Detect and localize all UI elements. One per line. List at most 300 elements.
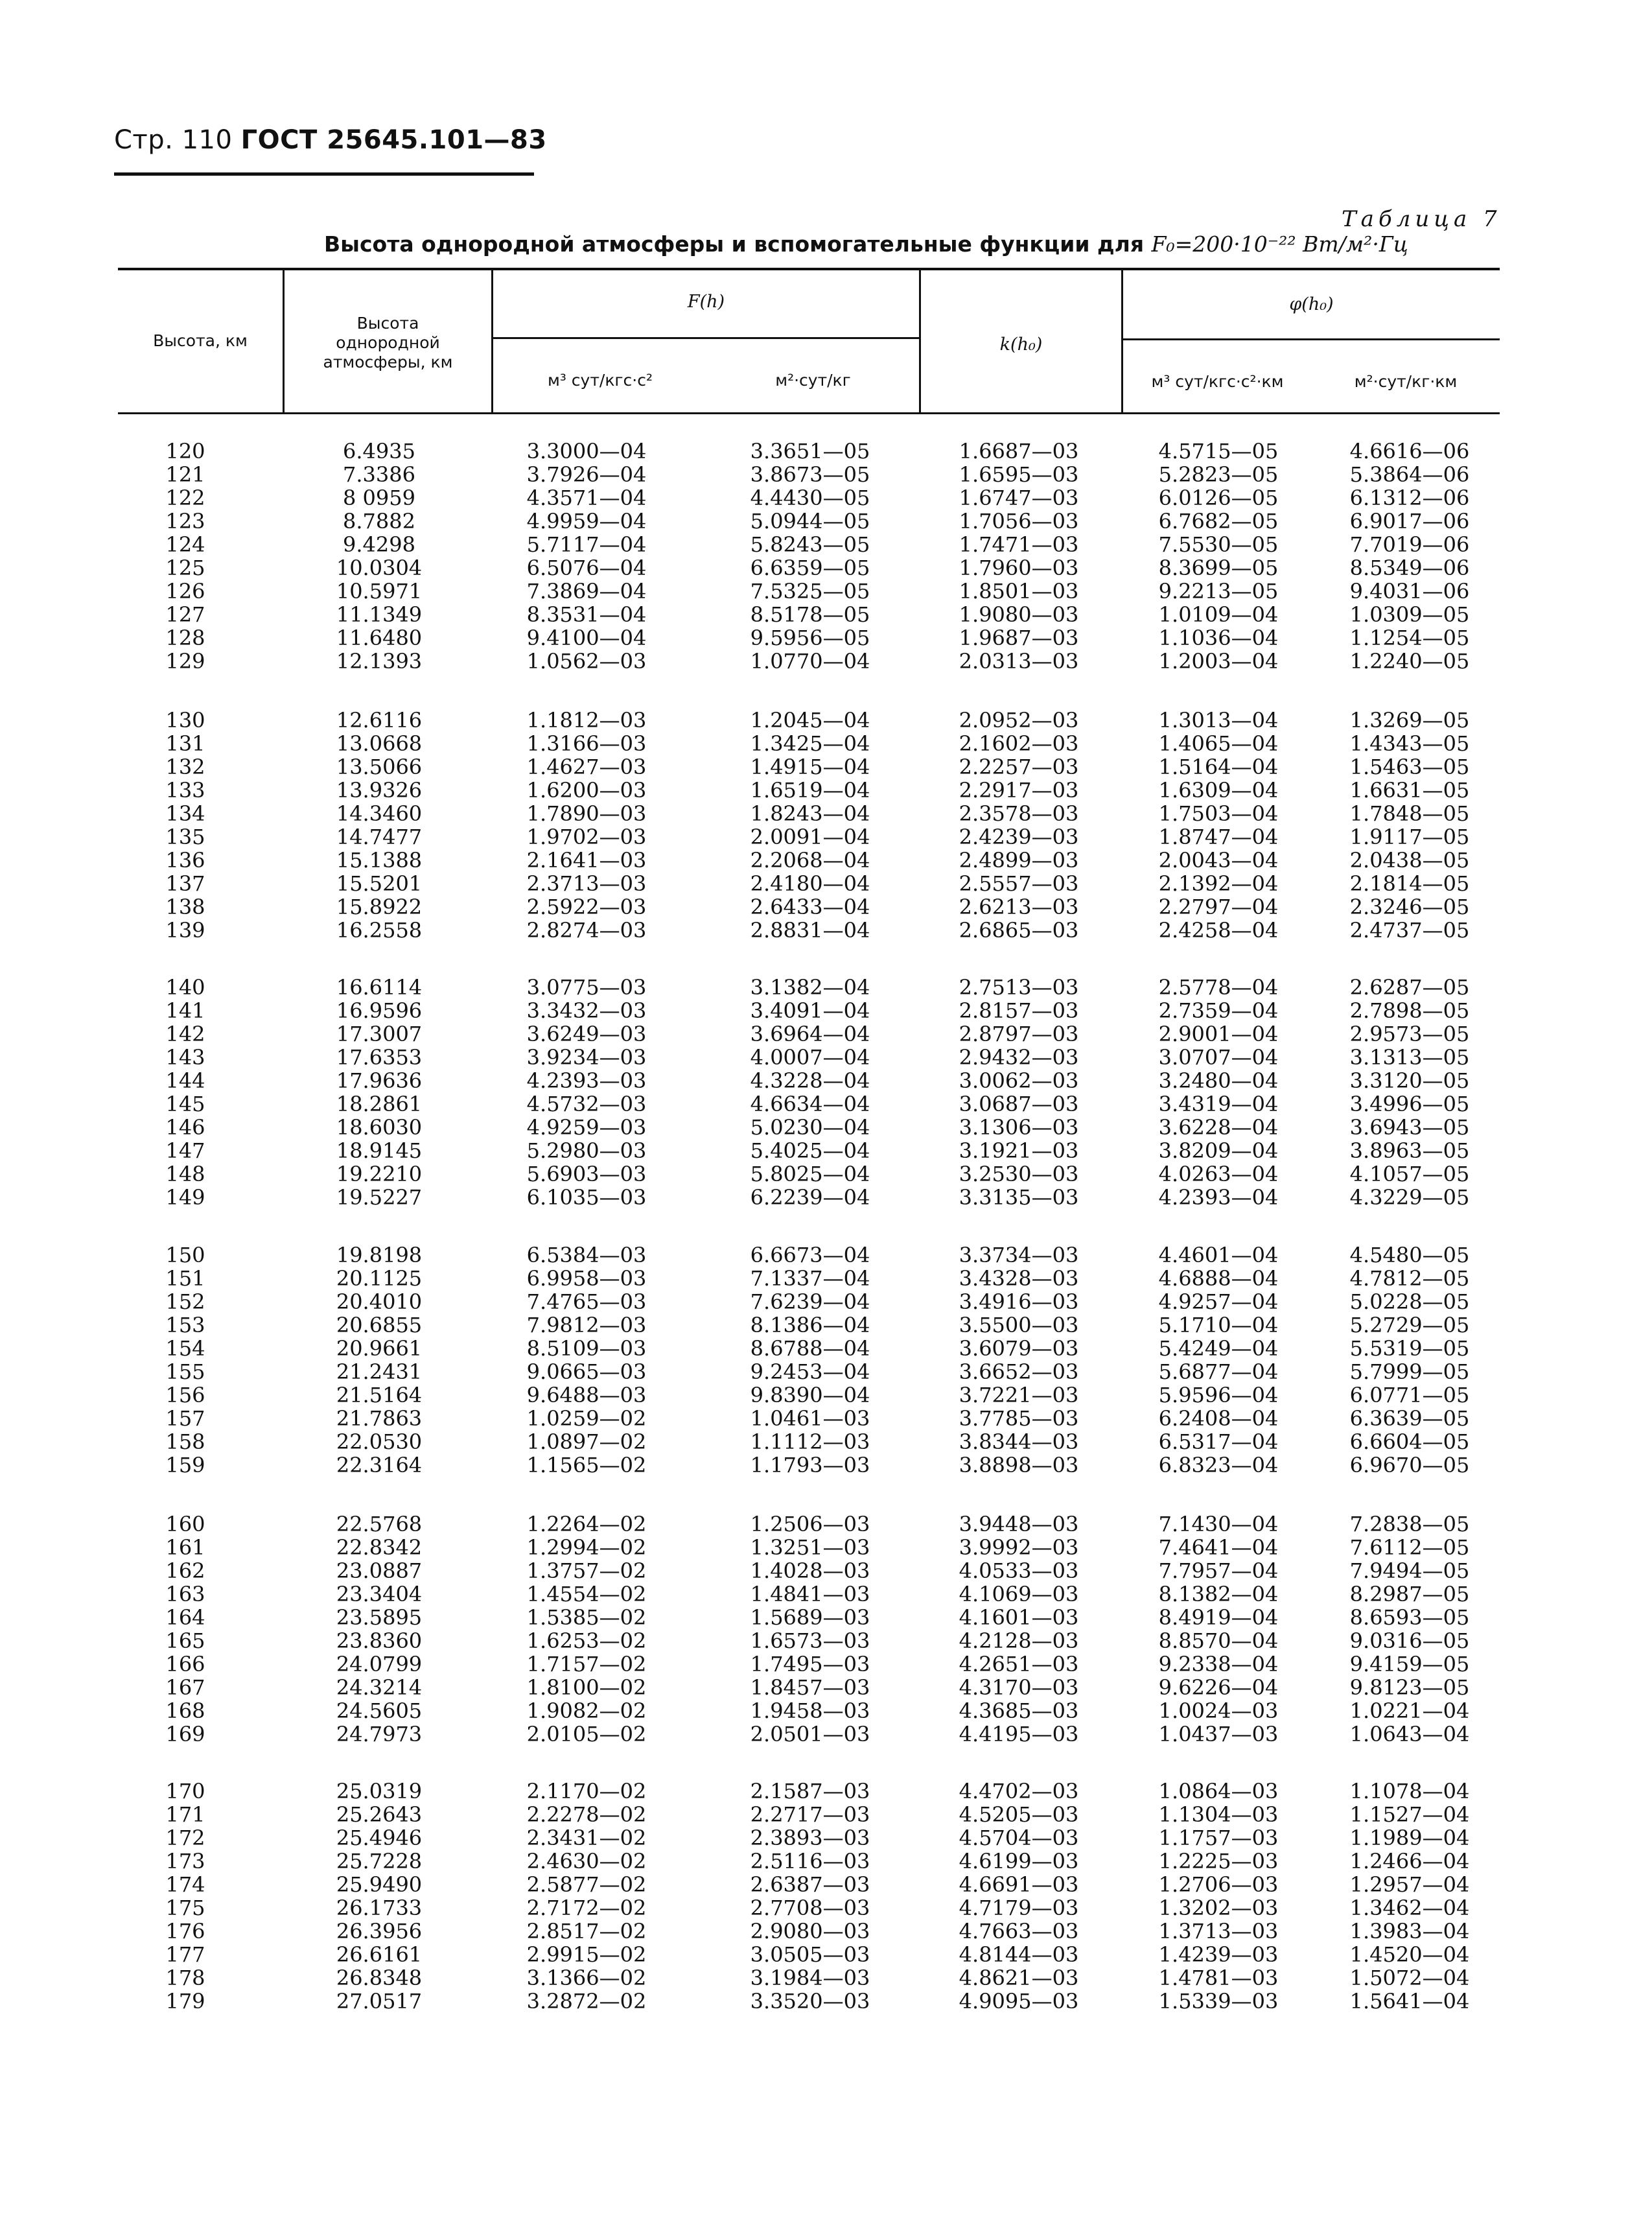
cell-k: 2.1602—03 [959, 731, 1079, 756]
col-header-phi-unit2: м²·сут/кг·км [1354, 372, 1458, 391]
cell-height: 179 [165, 1989, 205, 2014]
cell-height: 139 [165, 918, 205, 943]
cell-homogeneous: 25.7228 [336, 1849, 423, 1874]
cell-k: 3.3135—03 [959, 1185, 1079, 1210]
cell-F-unit1: 1.6200—03 [526, 778, 647, 803]
cell-phi-unit1: 2.9001—04 [1158, 1022, 1279, 1046]
cell-F-unit2: 2.0501—03 [750, 1722, 870, 1746]
cell-height: 163 [165, 1582, 205, 1606]
cell-phi-unit2: 9.8123—05 [1349, 1675, 1470, 1700]
col-header-homogeneous-1: Высота [356, 314, 419, 333]
cell-height: 177 [165, 1942, 205, 1967]
cell-F-unit2: 6.2239—04 [750, 1185, 870, 1210]
cell-F-unit1: 1.3757—02 [526, 1558, 647, 1583]
cell-phi-unit2: 3.6943—05 [1349, 1115, 1470, 1140]
cell-height: 149 [165, 1185, 205, 1210]
cell-phi-unit1: 6.5317—04 [1158, 1429, 1279, 1454]
cell-phi-unit1: 1.6309—04 [1158, 778, 1279, 803]
cell-height: 127 [165, 602, 205, 627]
cell-k: 4.6199—03 [959, 1849, 1079, 1874]
cell-F-unit2: 7.1337—04 [750, 1266, 870, 1291]
cell-F-unit2: 2.0091—04 [750, 825, 870, 849]
cell-k: 2.2257—03 [959, 755, 1079, 779]
col-header-homogeneous-2: однородной [336, 333, 440, 352]
cell-homogeneous: 15.5201 [336, 871, 423, 896]
cell-F-unit1: 2.4630—02 [526, 1849, 647, 1874]
cell-phi-unit1: 1.8747—04 [1158, 825, 1279, 849]
cell-homogeneous: 23.0887 [336, 1558, 423, 1583]
cell-phi-unit1: 1.2706—03 [1158, 1872, 1279, 1897]
cell-homogeneous: 20.6855 [336, 1313, 423, 1337]
cell-F-unit2: 7.5325—05 [750, 579, 870, 604]
cell-height: 157 [165, 1406, 205, 1431]
cell-F-unit1: 1.4554—02 [526, 1582, 647, 1606]
col-header-phi-unit1: м³ сут/кгс·с²·км [1151, 372, 1284, 391]
cell-F-unit2: 1.2045—04 [750, 708, 870, 733]
cell-phi-unit1: 3.2480—04 [1158, 1068, 1279, 1093]
cell-phi-unit2: 8.2987—05 [1349, 1582, 1470, 1606]
cell-phi-unit1: 7.7957—04 [1158, 1558, 1279, 1583]
cell-height: 124 [165, 532, 205, 557]
cell-k: 3.5500—03 [959, 1313, 1079, 1337]
cell-F-unit1: 2.3713—03 [526, 871, 647, 896]
cell-phi-unit2: 1.0643—04 [1349, 1722, 1470, 1746]
cell-phi-unit1: 2.5778—04 [1158, 975, 1279, 1000]
cell-phi-unit2: 6.3639—05 [1349, 1406, 1470, 1431]
cell-height: 178 [165, 1966, 205, 1990]
cell-homogeneous: 13.5066 [336, 755, 423, 779]
cell-k: 4.5704—03 [959, 1826, 1079, 1850]
cell-F-unit2: 1.4915—04 [750, 755, 870, 779]
cell-phi-unit2: 6.6604—05 [1349, 1429, 1470, 1454]
cell-F-unit1: 9.4100—04 [526, 626, 647, 650]
cell-k: 1.6687—03 [959, 439, 1079, 464]
cell-phi-unit2: 1.9117—05 [1349, 825, 1470, 849]
cell-F-unit1: 2.9915—02 [526, 1942, 647, 1967]
cell-phi-unit1: 6.0126—05 [1158, 486, 1279, 510]
cell-phi-unit2: 5.3864—06 [1349, 462, 1470, 487]
cell-height: 137 [165, 871, 205, 896]
cell-k: 2.6865—03 [959, 918, 1079, 943]
cell-F-unit1: 1.3166—03 [526, 731, 647, 756]
cell-height: 128 [165, 626, 205, 650]
cell-phi-unit2: 8.6593—05 [1349, 1605, 1470, 1630]
cell-F-unit1: 1.5385—02 [526, 1605, 647, 1630]
cell-phi-unit2: 4.3229—05 [1349, 1185, 1470, 1210]
cell-height: 153 [165, 1313, 205, 1337]
cell-phi-unit1: 7.4641—04 [1158, 1535, 1279, 1560]
cell-F-unit2: 2.3893—03 [750, 1826, 870, 1850]
cell-phi-unit2: 1.6631—05 [1349, 778, 1470, 803]
cell-homogeneous: 26.6161 [336, 1942, 423, 1967]
cell-k: 2.6213—03 [959, 895, 1079, 919]
cell-F-unit1: 2.5877—02 [526, 1872, 647, 1897]
cell-height: 123 [165, 509, 205, 534]
cell-k: 4.4702—03 [959, 1779, 1079, 1804]
cell-k: 3.4916—03 [959, 1289, 1079, 1314]
cell-k: 2.0313—03 [959, 649, 1079, 674]
cell-height: 158 [165, 1429, 205, 1454]
cell-k: 4.8621—03 [959, 1966, 1079, 1990]
cell-F-unit2: 1.1793—03 [750, 1453, 870, 1477]
cell-phi-unit2: 7.7019—06 [1349, 532, 1470, 557]
cell-homogeneous: 17.6353 [336, 1045, 423, 1070]
cell-F-unit1: 3.9234—03 [526, 1045, 647, 1070]
cell-height: 148 [165, 1162, 205, 1186]
page-prefix: Стр. [114, 125, 174, 155]
cell-F-unit1: 1.2264—02 [526, 1512, 647, 1536]
cell-height: 120 [165, 439, 205, 464]
cell-k: 3.9448—03 [959, 1512, 1079, 1536]
cell-k: 4.4195—03 [959, 1722, 1079, 1746]
cell-F-unit2: 2.1587—03 [750, 1779, 870, 1804]
cell-F-unit2: 2.7708—03 [750, 1896, 870, 1920]
cell-k: 3.8898—03 [959, 1453, 1079, 1477]
cell-homogeneous: 25.2643 [336, 1802, 423, 1827]
cell-F-unit1: 1.0562—03 [526, 649, 647, 674]
cell-height: 125 [165, 556, 205, 580]
cell-k: 2.2917—03 [959, 778, 1079, 803]
cell-F-unit1: 4.3571—04 [526, 486, 647, 510]
cell-height: 133 [165, 778, 205, 803]
cell-F-unit1: 6.1035—03 [526, 1185, 647, 1210]
cell-F-unit2: 1.6573—03 [750, 1628, 870, 1653]
cell-height: 162 [165, 1558, 205, 1583]
cell-homogeneous: 10.5971 [336, 579, 423, 604]
cell-F-unit1: 2.1170—02 [526, 1779, 647, 1804]
cell-homogeneous: 23.5895 [336, 1605, 423, 1630]
cell-F-unit1: 9.0665—03 [526, 1359, 647, 1384]
cell-height: 121 [165, 462, 205, 487]
cell-phi-unit2: 3.8963—05 [1349, 1138, 1470, 1163]
cell-F-unit1: 2.5922—03 [526, 895, 647, 919]
cell-F-unit2: 1.3425—04 [750, 731, 870, 756]
cell-height: 151 [165, 1266, 205, 1291]
cell-phi-unit1: 2.0043—04 [1158, 848, 1279, 873]
cell-k: 1.8501—03 [959, 579, 1079, 604]
cell-k: 1.7960—03 [959, 556, 1079, 580]
cell-phi-unit2: 4.5480—05 [1349, 1243, 1470, 1267]
cell-k: 2.8797—03 [959, 1022, 1079, 1046]
cell-phi-unit2: 1.1527—04 [1349, 1802, 1470, 1827]
cell-phi-unit1: 1.1036—04 [1158, 626, 1279, 650]
col-header-k: k(h₀) [999, 335, 1043, 355]
cell-height: 161 [165, 1535, 205, 1560]
cell-height: 138 [165, 895, 205, 919]
cell-height: 155 [165, 1359, 205, 1384]
cell-F-unit2: 1.3251—03 [750, 1535, 870, 1560]
cell-F-unit1: 1.9082—02 [526, 1698, 647, 1723]
cell-homogeneous: 15.8922 [336, 895, 423, 919]
cell-phi-unit2: 9.4159—05 [1349, 1652, 1470, 1676]
cell-F-unit1: 8.3531—04 [526, 602, 647, 627]
cell-height: 132 [165, 755, 205, 779]
cell-F-unit2: 1.5689—03 [750, 1605, 870, 1630]
cell-homogeneous: 21.2431 [336, 1359, 423, 1384]
cell-phi-unit2: 6.9670—05 [1349, 1453, 1470, 1477]
cell-phi-unit2: 1.1254—05 [1349, 626, 1470, 650]
cell-phi-unit1: 3.4319—04 [1158, 1092, 1279, 1116]
cell-F-unit1: 1.2994—02 [526, 1535, 647, 1560]
cell-phi-unit1: 5.9596—04 [1158, 1383, 1279, 1407]
cell-phi-unit1: 4.4601—04 [1158, 1243, 1279, 1267]
cell-F-unit2: 3.4091—04 [750, 998, 870, 1023]
cell-homogeneous: 26.3956 [336, 1919, 423, 1944]
cell-homogeneous: 25.4946 [336, 1826, 423, 1850]
cell-phi-unit2: 4.7812—05 [1349, 1266, 1470, 1291]
col-header-F-unit2: м²·сут/кг [775, 371, 851, 390]
cell-homogeneous: 23.8360 [336, 1628, 423, 1653]
cell-phi-unit1: 2.4258—04 [1158, 918, 1279, 943]
cell-F-unit2: 5.8025—04 [750, 1162, 870, 1186]
cell-phi-unit1: 1.0437—03 [1158, 1722, 1279, 1746]
cell-phi-unit1: 1.3713—03 [1158, 1919, 1279, 1944]
cell-F-unit2: 9.5956—05 [750, 626, 870, 650]
cell-height: 171 [165, 1802, 205, 1827]
cell-homogeneous: 22.3164 [336, 1453, 423, 1477]
cell-homogeneous: 19.8198 [336, 1243, 423, 1267]
cell-phi-unit1: 7.5530—05 [1158, 532, 1279, 557]
cell-phi-unit1: 1.3202—03 [1158, 1896, 1279, 1920]
cell-height: 165 [165, 1628, 205, 1653]
cell-phi-unit1: 1.1304—03 [1158, 1802, 1279, 1827]
cell-phi-unit2: 3.1313—05 [1349, 1045, 1470, 1070]
cell-F-unit1: 3.7926—04 [526, 462, 647, 487]
cell-phi-unit1: 2.2797—04 [1158, 895, 1279, 919]
cell-height: 173 [165, 1849, 205, 1874]
cell-height: 135 [165, 825, 205, 849]
cell-F-unit2: 8.6788—04 [750, 1336, 870, 1361]
cell-phi-unit2: 2.6287—05 [1349, 975, 1470, 1000]
cell-F-unit1: 8.5109—03 [526, 1336, 647, 1361]
cell-F-unit1: 3.3000—04 [526, 439, 647, 464]
cell-phi-unit2: 8.5349—06 [1349, 556, 1470, 580]
cell-phi-unit1: 9.2213—05 [1158, 579, 1279, 604]
cell-homogeneous: 24.7973 [336, 1722, 423, 1746]
cell-F-unit1: 5.2980—03 [526, 1138, 647, 1163]
cell-height: 143 [165, 1045, 205, 1070]
cell-F-unit1: 1.4627—03 [526, 755, 647, 779]
cell-height: 144 [165, 1068, 205, 1093]
cell-homogeneous: 17.9636 [336, 1068, 423, 1093]
cell-k: 2.5557—03 [959, 871, 1079, 896]
cell-homogeneous: 16.2558 [336, 918, 423, 943]
col-header-height: Высота, км [153, 331, 248, 350]
cell-F-unit2: 1.4841—03 [750, 1582, 870, 1606]
cell-homogeneous: 15.1388 [336, 848, 423, 873]
cell-F-unit1: 5.7117—04 [526, 532, 647, 557]
table-title-formula: F₀=200·10⁻²² Вт/м²·Гц [1151, 231, 1408, 257]
cell-homogeneous: 6.4935 [343, 439, 415, 464]
cell-F-unit1: 5.6903—03 [526, 1162, 647, 1186]
cell-phi-unit1: 2.7359—04 [1158, 998, 1279, 1023]
cell-k: 2.9432—03 [959, 1045, 1079, 1070]
cell-phi-unit1: 1.3013—04 [1158, 708, 1279, 733]
cell-homogeneous: 24.0799 [336, 1652, 423, 1676]
cell-F-unit1: 4.9259—03 [526, 1115, 647, 1140]
cell-phi-unit2: 5.5319—05 [1349, 1336, 1470, 1361]
cell-phi-unit2: 5.7999—05 [1349, 1359, 1470, 1384]
cell-phi-unit1: 1.4065—04 [1158, 731, 1279, 756]
cell-F-unit1: 4.9959—04 [526, 509, 647, 534]
cell-F-unit2: 3.3651—05 [750, 439, 870, 464]
cell-phi-unit1: 6.2408—04 [1158, 1406, 1279, 1431]
cell-height: 141 [165, 998, 205, 1023]
cell-phi-unit1: 8.3699—05 [1158, 556, 1279, 580]
cell-height: 167 [165, 1675, 205, 1700]
cell-F-unit2: 5.4025—04 [750, 1138, 870, 1163]
cell-phi-unit2: 6.1312—06 [1349, 486, 1470, 510]
cell-F-unit2: 9.8390—04 [750, 1383, 870, 1407]
cell-phi-unit1: 8.4919—04 [1158, 1605, 1279, 1630]
cell-F-unit1: 1.8100—02 [526, 1675, 647, 1700]
cell-phi-unit2: 2.7898—05 [1349, 998, 1470, 1023]
cell-homogeneous: 18.2861 [336, 1092, 423, 1116]
cell-homogeneous: 19.2210 [336, 1162, 423, 1186]
cell-phi-unit1: 6.7682—05 [1158, 509, 1279, 534]
cell-k: 3.1921—03 [959, 1138, 1079, 1163]
cell-F-unit1: 2.8274—03 [526, 918, 647, 943]
cell-F-unit1: 3.2872—02 [526, 1989, 647, 2014]
cell-k: 4.9095—03 [959, 1989, 1079, 2014]
cell-k: 1.7056—03 [959, 509, 1079, 534]
cell-homogeneous: 24.5605 [336, 1698, 423, 1723]
cell-F-unit1: 4.2393—03 [526, 1068, 647, 1093]
cell-F-unit1: 7.4765—03 [526, 1289, 647, 1314]
cell-phi-unit1: 1.0024—03 [1158, 1698, 1279, 1723]
cell-phi-unit1: 4.2393—04 [1158, 1185, 1279, 1210]
cell-k: 4.3685—03 [959, 1698, 1079, 1723]
cell-phi-unit2: 4.6616—06 [1349, 439, 1470, 464]
cell-homogeneous: 10.0304 [336, 556, 423, 580]
cell-F-unit2: 2.6433—04 [750, 895, 870, 919]
cell-phi-unit1: 1.0109—04 [1158, 602, 1279, 627]
cell-k: 3.9992—03 [959, 1535, 1079, 1560]
cell-F-unit2: 3.1984—03 [750, 1966, 870, 1990]
cell-F-unit2: 2.8831—04 [750, 918, 870, 943]
cell-F-unit2: 5.8243—05 [750, 532, 870, 557]
cell-homogeneous: 20.4010 [336, 1289, 423, 1314]
cell-F-unit1: 3.3432—03 [526, 998, 647, 1023]
cell-F-unit1: 7.9812—03 [526, 1313, 647, 1337]
cell-height: 159 [165, 1453, 205, 1477]
cell-F-unit2: 3.0505—03 [750, 1942, 870, 1967]
cell-height: 166 [165, 1652, 205, 1676]
cell-homogeneous: 13.9326 [336, 778, 423, 803]
cell-homogeneous: 17.3007 [336, 1022, 423, 1046]
cell-height: 129 [165, 649, 205, 674]
cell-phi-unit1: 9.6226—04 [1158, 1675, 1279, 1700]
cell-phi-unit1: 1.1757—03 [1158, 1826, 1279, 1850]
cell-F-unit2: 6.6673—04 [750, 1243, 870, 1267]
cell-F-unit2: 4.4430—05 [750, 486, 870, 510]
cell-homogeneous: 9.4298 [343, 532, 415, 557]
cell-phi-unit1: 1.5164—04 [1158, 755, 1279, 779]
cell-F-unit2: 1.8243—04 [750, 801, 870, 826]
cell-F-unit1: 2.7172—02 [526, 1896, 647, 1920]
cell-homogeneous: 8.7882 [343, 509, 415, 534]
cell-phi-unit1: 5.4249—04 [1158, 1336, 1279, 1361]
cell-height: 134 [165, 801, 205, 826]
cell-k: 4.7179—03 [959, 1896, 1079, 1920]
cell-homogeneous: 8 0959 [343, 486, 415, 510]
cell-k: 2.0952—03 [959, 708, 1079, 733]
cell-phi-unit1: 3.0707—04 [1158, 1045, 1279, 1070]
cell-homogeneous: 22.5768 [336, 1512, 423, 1536]
cell-F-unit2: 8.1386—04 [750, 1313, 870, 1337]
cell-F-unit2: 2.6387—03 [750, 1872, 870, 1897]
col-header-homogeneous-3: атмосферы, км [323, 353, 453, 371]
cell-k: 3.4328—03 [959, 1266, 1079, 1291]
cell-k: 1.7471—03 [959, 532, 1079, 557]
cell-F-unit2: 2.5116—03 [750, 1849, 870, 1874]
cell-phi-unit2: 1.3269—05 [1349, 708, 1470, 733]
cell-phi-unit1: 3.8209—04 [1158, 1138, 1279, 1163]
cell-k: 4.1069—03 [959, 1582, 1079, 1606]
cell-F-unit1: 1.0897—02 [526, 1429, 647, 1454]
cell-homogeneous: 11.1349 [336, 602, 423, 627]
cell-F-unit2: 2.9080—03 [750, 1919, 870, 1944]
cell-phi-unit2: 1.0309—05 [1349, 602, 1470, 627]
cell-homogeneous: 18.9145 [336, 1138, 423, 1163]
cell-height: 175 [165, 1896, 205, 1920]
cell-height: 172 [165, 1826, 205, 1850]
cell-homogeneous: 14.3460 [336, 801, 423, 826]
cell-F-unit1: 7.3869—04 [526, 579, 647, 604]
cell-phi-unit2: 7.9494—05 [1349, 1558, 1470, 1583]
cell-homogeneous: 25.9490 [336, 1872, 423, 1897]
cell-k: 4.5205—03 [959, 1802, 1079, 1827]
cell-k: 4.8144—03 [959, 1942, 1079, 1967]
cell-F-unit2: 1.4028—03 [750, 1558, 870, 1583]
cell-F-unit2: 2.2068—04 [750, 848, 870, 873]
cell-F-unit2: 5.0944—05 [750, 509, 870, 534]
cell-k: 3.7785—03 [959, 1406, 1079, 1431]
cell-phi-unit1: 8.8570—04 [1158, 1628, 1279, 1653]
cell-F-unit1: 2.0105—02 [526, 1722, 647, 1746]
cell-height: 174 [165, 1872, 205, 1897]
cell-phi-unit2: 2.4737—05 [1349, 918, 1470, 943]
cell-F-unit1: 3.1366—02 [526, 1966, 647, 1990]
cell-phi-unit1: 1.2225—03 [1158, 1849, 1279, 1874]
cell-k: 3.0062—03 [959, 1068, 1079, 1093]
cell-phi-unit1: 4.9257—04 [1158, 1289, 1279, 1314]
cell-k: 3.8344—03 [959, 1429, 1079, 1454]
cell-k: 4.2128—03 [959, 1628, 1079, 1653]
cell-phi-unit1: 5.6877—04 [1158, 1359, 1279, 1384]
cell-F-unit2: 3.8673—05 [750, 462, 870, 487]
cell-phi-unit2: 1.7848—05 [1349, 801, 1470, 826]
cell-homogeneous: 25.0319 [336, 1779, 423, 1804]
doc-code: ГОСТ 25645.101—83 [240, 125, 547, 155]
cell-homogeneous: 19.5227 [336, 1185, 423, 1210]
cell-F-unit2: 6.6359—05 [750, 556, 870, 580]
cell-F-unit1: 1.1812—03 [526, 708, 647, 733]
cell-k: 3.6652—03 [959, 1359, 1079, 1384]
cell-k: 4.2651—03 [959, 1652, 1079, 1676]
cell-height: 168 [165, 1698, 205, 1723]
cell-phi-unit2: 1.2957—04 [1349, 1872, 1470, 1897]
cell-height: 169 [165, 1722, 205, 1746]
cell-k: 3.0687—03 [959, 1092, 1079, 1116]
cell-k: 4.0533—03 [959, 1558, 1079, 1583]
cell-k: 2.8157—03 [959, 998, 1079, 1023]
cell-phi-unit2: 1.5463—05 [1349, 755, 1470, 779]
cell-phi-unit2: 3.3120—05 [1349, 1068, 1470, 1093]
cell-F-unit2: 9.2453—04 [750, 1359, 870, 1384]
cell-height: 156 [165, 1383, 205, 1407]
cell-F-unit2: 1.0770—04 [750, 649, 870, 674]
